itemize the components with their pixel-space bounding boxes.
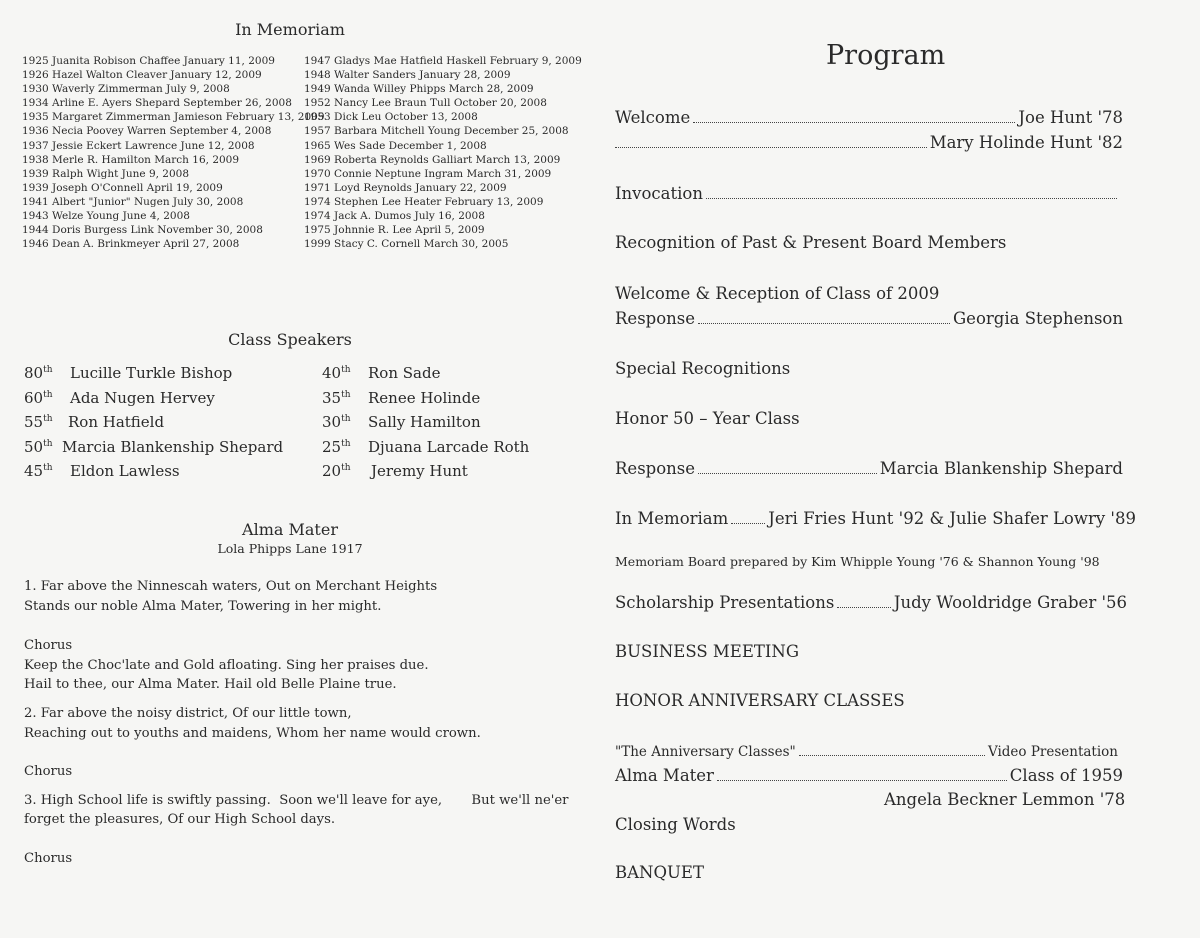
item-person: Judy Wooldridge Graber '56 bbox=[893, 593, 1127, 612]
item-person: Marcia Blankenship Shepard bbox=[879, 459, 1123, 478]
list-item: 1948 Walter Sanders January 28, 2009 bbox=[304, 69, 511, 82]
program-welcome-2 bbox=[615, 133, 1123, 152]
lyric-line: Hail to thee, our Alma Mater. Hail old Belle Plaine true. bbox=[24, 677, 397, 693]
list-item: 1974 Stephen Lee Heater February 13, 2009 bbox=[304, 195, 544, 208]
list-item: 1941 Albert "Junior" Nugen July 30, 2008 bbox=[22, 195, 244, 208]
speaker-row bbox=[24, 360, 283, 385]
list-item: 1946 Dean A. Brinkmeyer April 27, 2008 bbox=[22, 238, 240, 251]
list-item: 1934 Arline E. Ayers Shepard September 26, 2008 bbox=[22, 97, 292, 110]
list-item: 1974 Jack A. Dumos July 16, 2008 bbox=[304, 210, 485, 223]
chorus-label: Chorus bbox=[24, 764, 73, 780]
list-item: 1926 Hazel Walton Cleaver January 12, 2009 bbox=[22, 69, 262, 82]
speaker-name: Marcia Blankenship Shepard bbox=[62, 437, 284, 456]
speaker-ordinal: 55 bbox=[24, 413, 44, 432]
ordinal-suffix: th bbox=[43, 389, 53, 400]
lyric-line: 1. Far above the Ninnescah waters, Out on Merchant Heights bbox=[24, 579, 438, 594]
item-label: Response bbox=[615, 309, 696, 328]
program-memoriam bbox=[615, 509, 1136, 528]
speakers-col1 bbox=[24, 360, 283, 483]
speaker-row bbox=[24, 385, 283, 410]
speaker-ordinal: 25 bbox=[322, 437, 342, 456]
ordinal-suffix: th bbox=[341, 365, 351, 375]
speaker-row bbox=[24, 409, 283, 434]
speakers-title: Class Speakers bbox=[228, 330, 352, 349]
speaker-name: Jeremy Hunt bbox=[371, 462, 468, 481]
list-item: 1936 Necia Poovey Warren September 4, 2008 bbox=[22, 125, 272, 138]
program-board-note: Memoriam Board prepared by Kim Whipple Young '76 & Shannon Young '98 bbox=[615, 554, 1100, 569]
leader-dots bbox=[706, 198, 1117, 199]
leader-dots bbox=[731, 523, 765, 524]
program-business: BUSINESS MEETING bbox=[615, 642, 800, 661]
program-honor-50: Honor 50 – Year Class bbox=[615, 409, 800, 428]
item-label: Alma Mater bbox=[615, 766, 714, 785]
speaker-name: Lucille Turkle Bishop bbox=[70, 364, 233, 382]
program-closing: Closing Words bbox=[615, 815, 736, 834]
item-label: Scholarship Presentations bbox=[615, 593, 835, 612]
speakers-col2 bbox=[322, 360, 529, 483]
lyric-line: forget the pleasures, Of our High School days. bbox=[24, 812, 336, 828]
item-person: Class of 1959 bbox=[1009, 766, 1123, 785]
program-alma-by-2: Angela Beckner Lemmon '78 bbox=[884, 790, 1126, 809]
program-response-2 bbox=[615, 459, 1123, 478]
list-item: 1925 Juanita Robison Chaffee January 11, 2009 bbox=[22, 55, 275, 67]
lyric-line: Reaching out to youths and maidens, Whom her name would crown. bbox=[24, 725, 481, 741]
list-item: 1999 Stacy C. Cornell March 30, 2005 bbox=[304, 238, 509, 251]
ordinal-suffix: th bbox=[341, 438, 351, 449]
speaker-ordinal: 80 bbox=[24, 364, 44, 382]
program-reception: Welcome & Reception of Class of 2009 bbox=[615, 284, 940, 303]
list-item: 1952 Nancy Lee Braun Tull October 20, 2008 bbox=[304, 97, 547, 110]
memoriam-list-col2 bbox=[304, 54, 582, 251]
leader-dots bbox=[799, 755, 985, 756]
list-item: 1949 Wanda Willey Phipps March 28, 2009 bbox=[304, 83, 534, 96]
item-label: Invocation bbox=[615, 184, 703, 203]
ordinal-suffix: th bbox=[43, 414, 53, 425]
ordinal-suffix: th bbox=[43, 463, 53, 474]
list-item: 1939 Joseph O'Connell April 19, 2009 bbox=[22, 181, 223, 194]
chorus-label: Chorus bbox=[24, 638, 73, 654]
list-item: 1939 Ralph Wight June 9, 2008 bbox=[22, 167, 190, 180]
memoriam-list-col1 bbox=[22, 54, 325, 251]
leader-dots bbox=[615, 147, 927, 148]
program-alma-mater bbox=[615, 766, 1123, 785]
speaker-row bbox=[24, 434, 283, 459]
item-label: Response bbox=[615, 459, 696, 478]
speaker-ordinal: 40 bbox=[322, 364, 342, 382]
leader-dots bbox=[717, 780, 1007, 781]
lyric-line: Keep the Choc'late and Gold afloating. Sing her praises due. bbox=[24, 657, 429, 673]
list-item: 1944 Doris Burgess Link November 30, 2008 bbox=[22, 224, 263, 237]
leader-dots bbox=[698, 473, 877, 474]
item-label: "The Anniversary Classes" bbox=[615, 744, 796, 760]
speaker-name: Sally Hamilton bbox=[368, 413, 481, 432]
item-person: Georgia Stephenson bbox=[953, 309, 1123, 328]
speaker-ordinal: 45 bbox=[24, 462, 44, 481]
ordinal-suffix: th bbox=[341, 389, 351, 400]
speaker-row bbox=[322, 458, 529, 483]
program-welcome bbox=[615, 108, 1123, 127]
ordinal-suffix: th bbox=[43, 438, 53, 449]
leader-dots bbox=[698, 323, 950, 324]
list-item: 1971 Loyd Reynolds January 22, 2009 bbox=[304, 181, 507, 194]
speaker-ordinal: 30 bbox=[322, 413, 342, 432]
list-item: 1937 Jessie Eckert Lawrence June 12, 2008 bbox=[22, 139, 255, 152]
lyric-line: 3. High School life is swiftly passing. Soon we'll leave for aye, But we'll ne'er bbox=[24, 792, 569, 808]
item-label: In Memoriam bbox=[615, 509, 729, 528]
speaker-name: Djuana Larcade Roth bbox=[368, 437, 530, 456]
program-banquet: BANQUET bbox=[615, 863, 704, 882]
list-item: 1943 Welze Young June 4, 2008 bbox=[22, 210, 190, 223]
speaker-name: Ada Nugen Hervey bbox=[70, 388, 215, 407]
chorus-label: Chorus bbox=[24, 850, 73, 866]
ordinal-suffix: th bbox=[341, 414, 351, 425]
speaker-ordinal: 50 bbox=[24, 437, 44, 456]
alma-lyrics bbox=[24, 577, 569, 869]
speaker-name: Ron Sade bbox=[368, 364, 441, 382]
list-item: 1970 Connie Neptune Ingram March 31, 2009 bbox=[304, 167, 552, 180]
list-item: 1975 Johnnie R. Lee April 5, 2009 bbox=[304, 224, 485, 237]
list-item: 1953 Dick Leu October 13, 2008 bbox=[304, 111, 478, 124]
leader-dots bbox=[693, 122, 1015, 123]
program-response-1 bbox=[615, 309, 1123, 328]
speaker-row bbox=[322, 434, 529, 459]
list-item: 1935 Margaret Zimmerman Jamieson February 13, 2009 bbox=[22, 111, 325, 124]
lyric-line: Stands our noble Alma Mater, Towering in her might. bbox=[24, 598, 382, 614]
program-honor-classes: HONOR ANNIVERSARY CLASSES bbox=[615, 691, 905, 710]
speaker-name: Ron Hatfield bbox=[68, 413, 165, 432]
program-invocation bbox=[615, 184, 1120, 203]
speaker-row bbox=[322, 409, 529, 434]
speaker-ordinal: 60 bbox=[24, 388, 44, 407]
program-scholarship bbox=[615, 593, 1127, 612]
speaker-row bbox=[24, 458, 283, 483]
list-item: 1947 Gladys Mae Hatfield Haskell February 9, 2009 bbox=[304, 55, 582, 67]
program-special: Special Recognitions bbox=[615, 359, 791, 378]
item-person: Video Presentation bbox=[987, 744, 1118, 760]
item-label: Welcome bbox=[615, 108, 691, 127]
list-item: 1969 Roberta Reynolds Galliart March 13, 2009 bbox=[304, 153, 561, 166]
item-person: Joe Hunt '78 bbox=[1018, 108, 1123, 127]
program-recognition: Recognition of Past & Present Board Members bbox=[615, 233, 1007, 252]
alma-author: Lola Phipps Lane 1917 bbox=[217, 541, 363, 556]
item-person: Jeri Fries Hunt '92 & Julie Shafer Lowry '89 bbox=[768, 509, 1136, 528]
ordinal-suffix: th bbox=[43, 365, 53, 375]
speaker-name: Eldon Lawless bbox=[70, 462, 180, 481]
speaker-row bbox=[322, 360, 529, 385]
lyric-line: 2. Far above the noisy district, Of our little town, bbox=[24, 705, 352, 721]
list-item: 1957 Barbara Mitchell Young December 25, 2008 bbox=[304, 125, 569, 138]
speaker-ordinal: 35 bbox=[322, 388, 342, 407]
memoriam-title: In Memoriam bbox=[235, 20, 345, 39]
program-title: Program bbox=[826, 40, 946, 71]
item-person: Mary Holinde Hunt '82 bbox=[929, 133, 1123, 152]
list-item: 1938 Merle R. Hamilton March 16, 2009 bbox=[22, 153, 240, 166]
program-video bbox=[615, 744, 1118, 760]
list-item: 1930 Waverly Zimmerman July 9, 2008 bbox=[22, 83, 230, 96]
list-item: 1965 Wes Sade December 1, 2008 bbox=[304, 139, 487, 152]
ordinal-suffix: th bbox=[341, 463, 351, 474]
speaker-ordinal: 20 bbox=[322, 462, 342, 481]
speaker-name: Renee Holinde bbox=[368, 388, 481, 407]
alma-title: Alma Mater bbox=[242, 520, 338, 539]
speaker-row bbox=[322, 385, 529, 410]
leader-dots bbox=[837, 607, 891, 608]
